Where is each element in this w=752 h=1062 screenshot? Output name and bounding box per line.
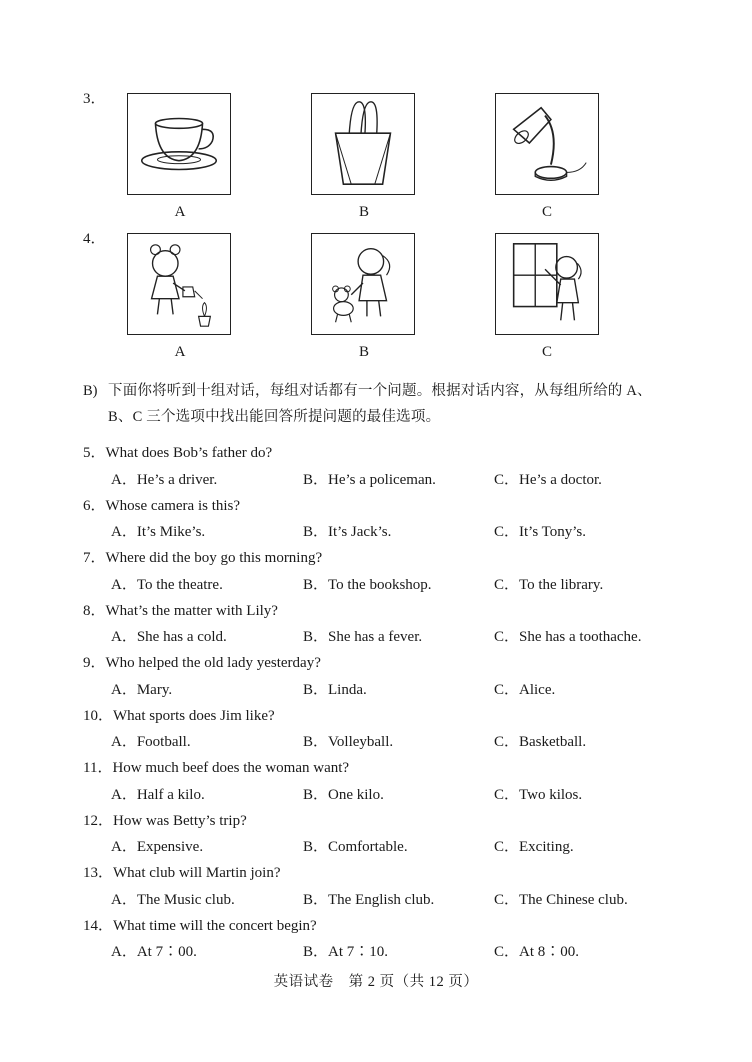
option-c: C．It’s Tony’s. [494,524,587,540]
option-a: A．At 7∶00. [111,944,197,960]
option-b: B．Comfortable. [303,839,408,855]
question-number: 8． [83,603,106,619]
question-stem [83,441,272,462]
q3-label-a: A [174,204,186,220]
question-text: What sports does Jim like? [113,708,275,724]
tote-bag-icon [312,94,414,194]
question-text: Who helped the old lady yesterday? [105,655,321,671]
option-a: A．She has a cold. [111,629,227,645]
question-number: 9． [83,655,106,671]
option-b: B．She has a fever. [303,629,423,645]
q4-label-c: C [541,344,552,360]
question-number: 14． [83,918,114,934]
question-stem [83,599,278,620]
option-b: B．At 7∶10. [303,944,389,960]
option-c: C．Alice. [494,682,556,698]
option-b: B．It’s Jack’s. [303,524,392,540]
question-text: Where did the boy go this morning? [105,550,323,566]
q3-option-b-picture [311,93,415,195]
question-number: 11． [83,760,113,776]
question-text: What time will the concert begin? [113,918,317,934]
question-number: 5． [83,445,106,461]
girl-cleaning-window-icon [496,234,598,334]
option-c: C．At 8∶00. [494,944,580,960]
option-b: B．He’s a policeman. [303,472,436,488]
question-text: What’s the matter with Lily? [105,603,278,619]
question-number: 6． [83,498,106,514]
option-a: A．He’s a driver. [111,472,218,488]
question-stem [83,651,321,672]
question-number: 7． [83,550,106,566]
option-a: A．It’s Mike’s. [111,524,206,540]
option-a: A．The Music club. [111,892,235,908]
question-text: Whose camera is this? [105,498,241,514]
question-stem [83,756,349,777]
question-text: What does Bob’s father do? [105,445,273,461]
page-footer: 英语试卷 第 2 页（共 12 页） [273,974,479,990]
section-b-instruction-line-1: 下面你将听到十组对话，每组对话都有一个问题。根据对话内容，从每组所给的 A、 [108,383,652,399]
section-b-instruction-line-2: B、C 三个选项中找出能回答所提问题的最佳选项。 [108,409,441,425]
question-number: 12． [83,813,114,829]
q3-label-b: B [358,204,369,220]
option-b: B．One kilo. [303,787,384,803]
desk-lamp-icon [496,94,598,194]
option-b: B．To the bookshop. [303,577,432,593]
question-text: How was Betty’s trip? [113,813,247,829]
option-c: C．Exciting. [494,839,574,855]
q4-option-b-picture [311,233,415,335]
q4-option-a-picture [127,233,231,335]
question-number: 13． [83,865,114,881]
cup-and-saucer-icon [128,94,230,194]
option-a: A．Mary. [111,682,173,698]
option-c: C．He’s a doctor. [494,472,602,488]
option-c: C．The Chinese club. [494,892,628,908]
question-number: 10． [83,708,114,724]
question-stem [83,861,280,882]
option-b: B．The English club. [303,892,435,908]
option-c: C．Basketball. [494,734,587,750]
q3-option-a-picture [127,93,231,195]
girl-watering-plant-icon [128,234,230,334]
girl-with-puppy-icon [312,234,414,334]
option-a: A．Football. [111,734,191,750]
option-b: B．Volleyball. [303,734,394,750]
option-b: B．Linda. [303,682,367,698]
option-a: A．Half a kilo. [111,787,205,803]
q4-label-b: B [358,344,369,360]
option-a: A．To the theatre. [111,577,223,593]
q4-label-a: A [174,344,186,360]
q4-option-c-picture [495,233,599,335]
question-stem [83,494,240,515]
question-3-number: 3． [83,91,106,107]
question-text: What club will Martin join? [113,865,281,881]
option-c: C．Two kilos. [494,787,583,803]
question-stem [83,704,275,725]
q3-label-c: C [541,204,552,220]
q3-option-c-picture [495,93,599,195]
question-stem [83,914,317,935]
option-c: C．To the library. [494,577,604,593]
question-text: How much beef does the woman want? [112,760,350,776]
question-4-number: 4． [83,231,106,247]
option-c: C．She has a toothache. [494,629,642,645]
question-stem [83,809,247,830]
section-b-marker: B) [83,383,98,399]
question-stem [83,546,322,567]
option-a: A．Expensive. [111,839,204,855]
